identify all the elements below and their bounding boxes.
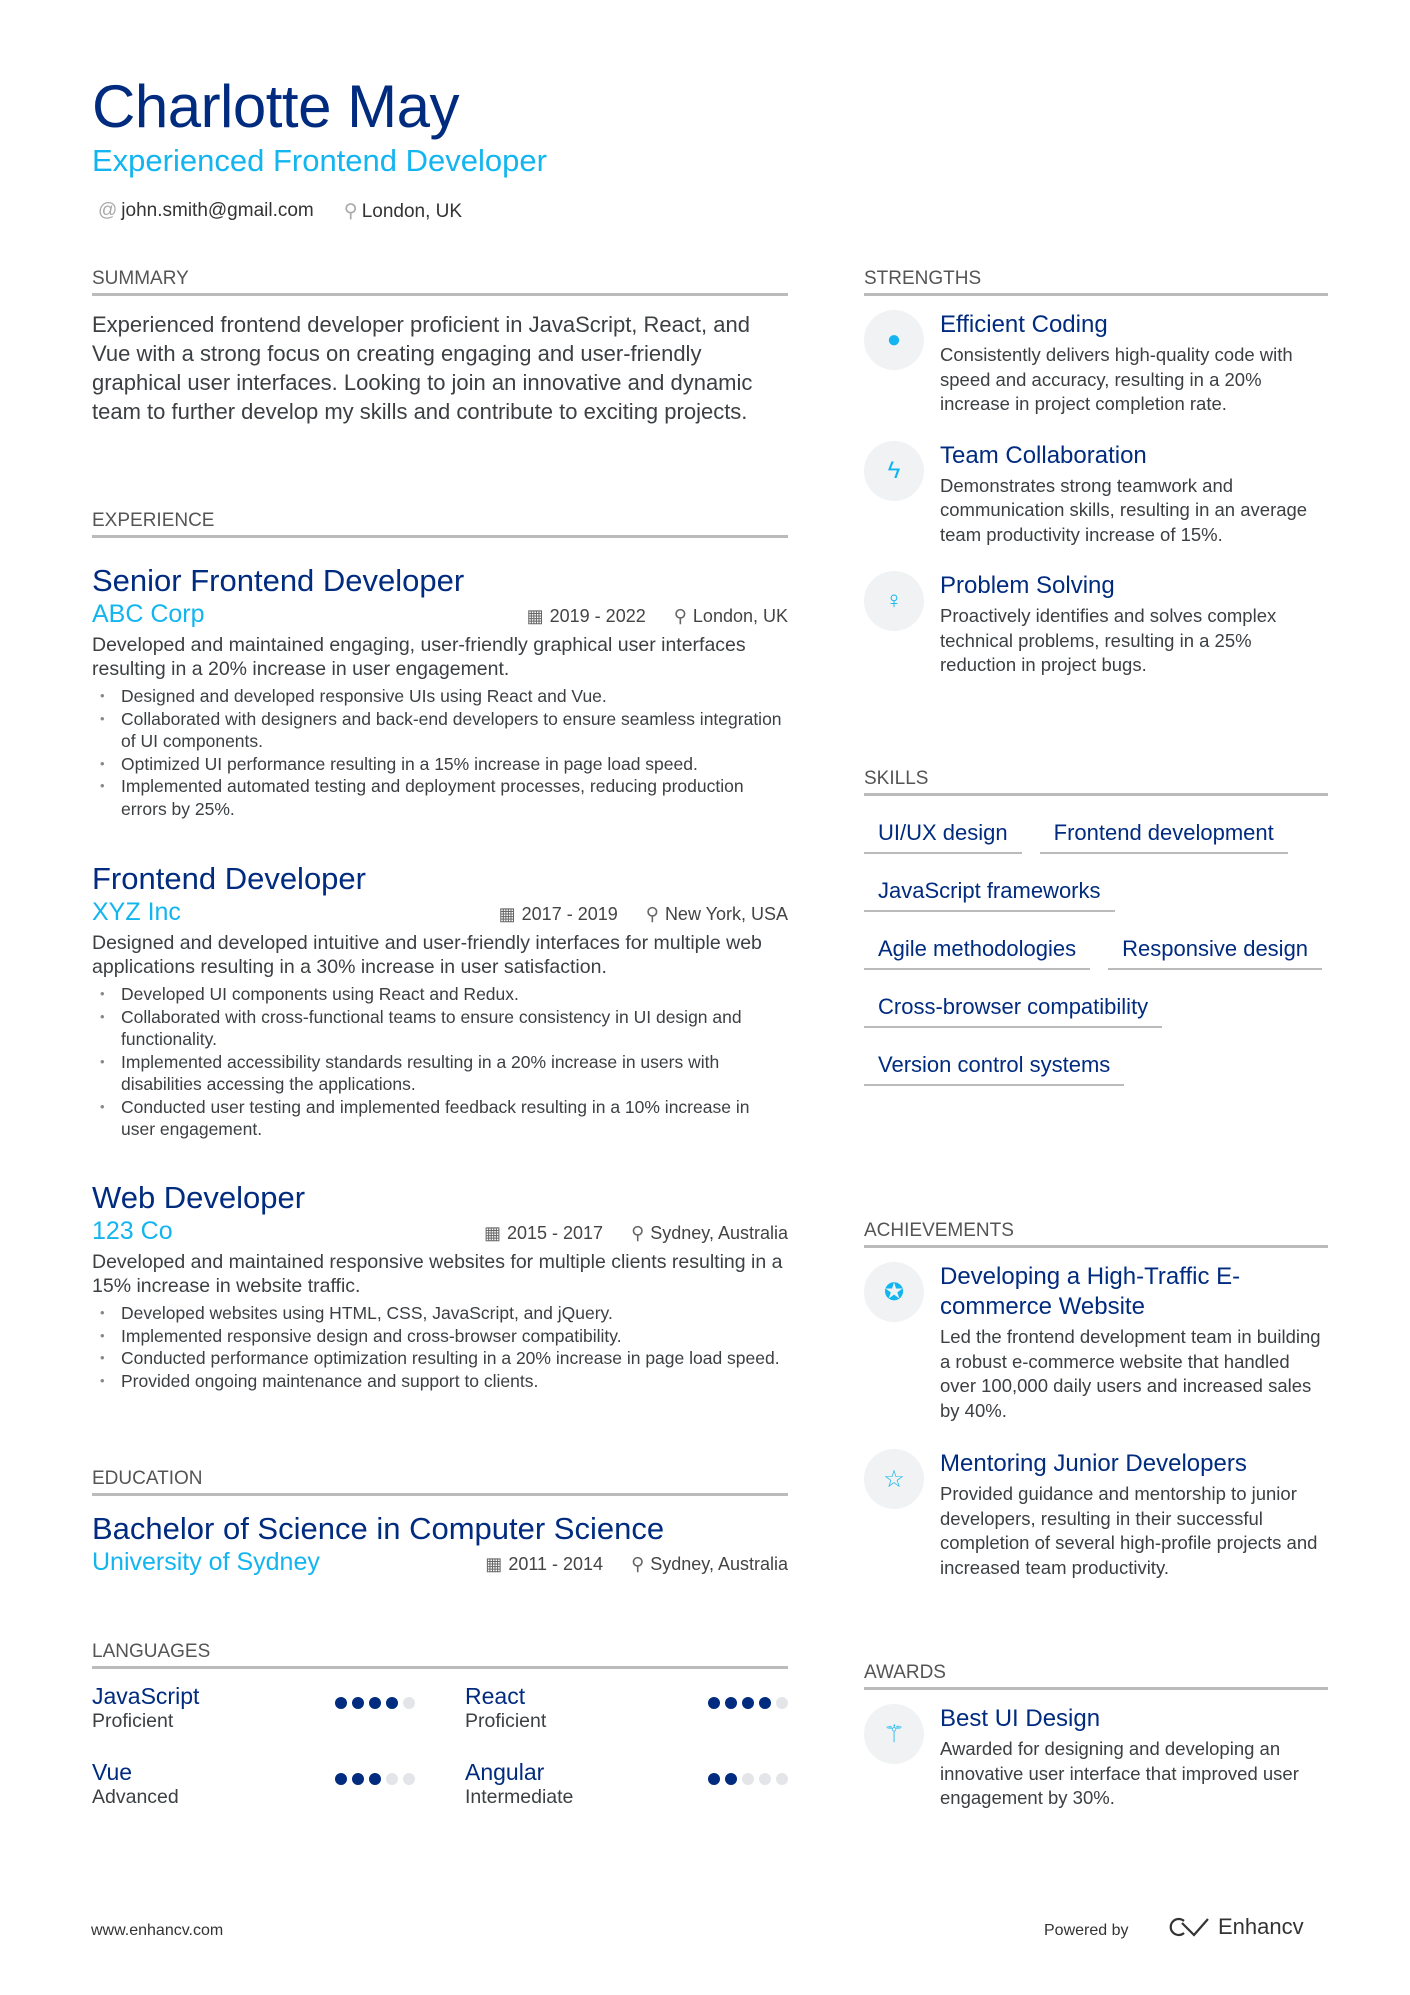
location: New York, USA bbox=[664, 904, 788, 924]
rating-dot bbox=[386, 1697, 398, 1709]
location-pin-icon: ⚲ bbox=[645, 904, 659, 924]
language-level: Proficient bbox=[465, 1710, 547, 1732]
location: London, UK bbox=[361, 201, 463, 222]
bullet-item: • Provided ongoing maintenance and support to clients. bbox=[92, 1370, 788, 1393]
section-heading: STRENGTHS bbox=[864, 268, 1328, 296]
skill-tag: UI/UX design bbox=[864, 820, 1022, 854]
item-description: Demonstrates strong teamwork and communication skills, resulting in an average team productivity increase of 15%. bbox=[940, 474, 1308, 545]
item-title: Best UI Design bbox=[940, 1705, 1101, 1732]
language-item bbox=[465, 1683, 788, 1733]
bullet-item: • Implemented accessibility standards resulting in a 20% increase in users with disabilities accessing the applications. bbox=[92, 1051, 788, 1096]
dates: 2011 - 2014 bbox=[508, 1554, 604, 1574]
item-title: Team Collaboration bbox=[940, 441, 1147, 469]
section-heading: AWARDS bbox=[864, 1662, 1328, 1690]
dates: 2017 - 2019 bbox=[521, 904, 618, 924]
email[interactable]: john.smith@gmail.com bbox=[121, 200, 314, 221]
dates: 2015 - 2017 bbox=[506, 1223, 604, 1243]
location-pin-icon: ⚲ bbox=[343, 201, 358, 222]
language-level: Intermediate bbox=[465, 1786, 574, 1808]
rating-dot bbox=[725, 1697, 737, 1709]
lightning-icon: ϟ bbox=[864, 441, 924, 501]
rating-dot bbox=[386, 1773, 398, 1785]
job-title: Frontend Developer bbox=[92, 861, 366, 896]
rating-dot bbox=[759, 1773, 771, 1785]
location: Sydney, Australia bbox=[650, 1554, 788, 1574]
awards-item bbox=[864, 1704, 1328, 1811]
job-description: Developed and maintained engaging, user-friendly graphical user interfaces resulting in a 20% increase in user engagement. bbox=[92, 634, 746, 680]
rating-dot bbox=[403, 1697, 415, 1709]
star-icon: ☆ bbox=[864, 1449, 924, 1509]
dates: 2019 - 2022 bbox=[549, 606, 646, 626]
location-pin-icon: ⚲ bbox=[631, 1223, 645, 1243]
calendar-icon: ▦ bbox=[483, 1223, 501, 1243]
job-description: Developed and maintained responsive websites for multiple clients resulting in a 15% increase in website traffic. bbox=[92, 1251, 783, 1297]
language-rating bbox=[335, 1773, 415, 1785]
rating-dot bbox=[776, 1773, 788, 1785]
language-rating bbox=[335, 1697, 415, 1709]
summary-text: Experienced frontend developer proficient in JavaScript, React, and Vue with a strong focus on creating engaging and user-friendly graphical user interfaces. Looking to join an innovative and dynamic team to further develop my skills and contribute to exciting projects. bbox=[92, 312, 753, 424]
language-item bbox=[465, 1759, 788, 1809]
rating-dot bbox=[725, 1773, 737, 1785]
brand-name: Enhancv bbox=[1218, 1914, 1304, 1939]
strengths-item bbox=[864, 310, 1328, 417]
bullet-item: • Designed and developed responsive UIs using React and Vue. bbox=[92, 685, 788, 708]
language-item bbox=[92, 1683, 415, 1733]
bullet-item: • Implemented responsive design and cross-browser compatibility. bbox=[92, 1325, 788, 1348]
education-section bbox=[92, 1468, 788, 1577]
rating-dot bbox=[335, 1697, 347, 1709]
bullet-item: • Optimized UI performance resulting in a 15% increase in page load speed. bbox=[92, 753, 788, 776]
magic-wand-icon: ⚚ bbox=[864, 1704, 924, 1764]
section-heading: SUMMARY bbox=[92, 268, 788, 296]
summary-section bbox=[92, 268, 788, 426]
rating-dot bbox=[369, 1697, 381, 1709]
calendar-icon: ▦ bbox=[485, 1554, 503, 1574]
job-title: Web Developer bbox=[92, 1180, 306, 1215]
section-heading: LANGUAGES bbox=[92, 1641, 788, 1669]
rating-dot bbox=[335, 1773, 347, 1785]
item-title: Efficient Coding bbox=[940, 311, 1108, 338]
bullet-item: • Collaborated with designers and back-end developers to ensure seamless integration of UI components. bbox=[92, 708, 788, 753]
location-pin-icon: ⚲ bbox=[631, 1554, 645, 1574]
language-item bbox=[92, 1759, 415, 1809]
candidate-title: Experienced Frontend Developer bbox=[92, 143, 547, 178]
bullet-item: • Collaborated with cross-functional teams to ensure consistency in UI design and functionality. bbox=[92, 1006, 788, 1051]
job-entry bbox=[92, 860, 788, 1141]
skills-section bbox=[864, 768, 1328, 1086]
section-heading: EDUCATION bbox=[92, 1468, 788, 1496]
job-entry bbox=[92, 562, 788, 820]
section-heading: SKILLS bbox=[864, 768, 1328, 796]
item-title: Problem Solving bbox=[940, 572, 1115, 599]
item-description: Proactively identifies and solves complex technical problems, resulting in a 25% reduction in project bugs. bbox=[940, 605, 1277, 675]
language-rating bbox=[708, 1697, 788, 1709]
rating-dot bbox=[776, 1697, 788, 1709]
job-description: Designed and developed intuitive and user-friendly interfaces for multiple web applications resulting in a 30% increase in user satisfaction. bbox=[92, 932, 762, 978]
rating-dot bbox=[708, 1773, 720, 1785]
rating-dot bbox=[742, 1697, 754, 1709]
bullet-item: • Developed UI components using React and Redux. bbox=[92, 983, 788, 1006]
rating-dot bbox=[403, 1773, 415, 1785]
powered-by: Powered by bbox=[1044, 1922, 1129, 1939]
calendar-icon: ▦ bbox=[526, 606, 544, 626]
skill-tag: JavaScript frameworks bbox=[864, 878, 1115, 912]
item-description: Led the frontend development team in building a robust e-commerce website that handled over 100,000 daily users and increased sales by 40%. bbox=[940, 1326, 1321, 1421]
language-level: Advanced bbox=[92, 1786, 179, 1808]
brain-icon: ● bbox=[864, 310, 924, 370]
company: XYZ Inc bbox=[92, 898, 181, 926]
section-heading: ACHIEVEMENTS bbox=[864, 1220, 1328, 1248]
bullet-item: • Developed websites using HTML, CSS, JavaScript, and jQuery. bbox=[92, 1302, 788, 1325]
achievements-item bbox=[864, 1449, 1328, 1580]
calendar-icon: ▦ bbox=[498, 904, 516, 924]
company: ABC Corp bbox=[92, 600, 205, 628]
rating-dot bbox=[742, 1773, 754, 1785]
school: University of Sydney bbox=[92, 1548, 320, 1576]
item-description: Consistently delivers high-quality code with speed and accuracy, resulting in a 20% increase in project completion rate. bbox=[940, 344, 1293, 414]
location: London, UK bbox=[692, 606, 788, 626]
award-icon: ✪ bbox=[864, 1262, 924, 1322]
job-title: Senior Frontend Developer bbox=[92, 563, 465, 598]
strengths-item bbox=[864, 571, 1328, 678]
contact-info bbox=[98, 200, 462, 223]
language-name: Angular bbox=[465, 1759, 545, 1785]
rating-dot bbox=[352, 1697, 364, 1709]
item-description: Provided guidance and mentorship to junior developers, resulting in their successful completion of several high-profile projects and increased team productivity. bbox=[940, 1483, 1318, 1578]
location: Sydney, Australia bbox=[650, 1223, 788, 1243]
section-heading: EXPERIENCE bbox=[92, 510, 788, 538]
skill-tag: Frontend development bbox=[1040, 820, 1288, 854]
achievements-item bbox=[864, 1262, 1328, 1423]
strengths-item bbox=[864, 441, 1328, 548]
rating-dot bbox=[759, 1697, 771, 1709]
language-name: Vue bbox=[92, 1759, 133, 1785]
at-icon: @ bbox=[98, 200, 118, 221]
job-entry bbox=[92, 1179, 788, 1392]
skill-tag: Responsive design bbox=[1108, 936, 1322, 970]
experience-section bbox=[92, 510, 788, 552]
enhancv-logo[interactable] bbox=[1164, 1914, 1304, 1940]
skill-tag: Cross-browser compatibility bbox=[864, 994, 1162, 1028]
skill-tag: Version control systems bbox=[864, 1052, 1124, 1086]
item-description: Awarded for designing and developing an innovative user interface that improved user engagement by 30%. bbox=[940, 1738, 1299, 1808]
bullet-item: • Conducted user testing and implemented feedback resulting in a 10% increase in user engagement. bbox=[92, 1096, 788, 1141]
lightbulb-icon: ♀ bbox=[864, 571, 924, 631]
awards-section bbox=[864, 1662, 1328, 1811]
language-rating bbox=[708, 1773, 788, 1785]
skill-tag: Agile methodologies bbox=[864, 936, 1090, 970]
rating-dot bbox=[369, 1773, 381, 1785]
bullet-item: • Conducted performance optimization resulting in a 20% increase in page load speed. bbox=[92, 1347, 788, 1370]
rating-dot bbox=[708, 1697, 720, 1709]
language-level: Proficient bbox=[92, 1710, 174, 1732]
bullet-item: • Implemented automated testing and deployment processes, reducing production errors by 25%. bbox=[92, 775, 788, 820]
achievements-section bbox=[864, 1220, 1328, 1606]
enhancv-logo-icon bbox=[1164, 1915, 1210, 1939]
location-pin-icon: ⚲ bbox=[673, 606, 687, 626]
languages-section bbox=[92, 1641, 788, 1809]
candidate-name: Charlotte May bbox=[92, 73, 459, 140]
rating-dot bbox=[352, 1773, 364, 1785]
language-name: React bbox=[465, 1683, 526, 1709]
strengths-section bbox=[864, 268, 1328, 702]
company: 123 Co bbox=[92, 1217, 173, 1245]
degree: Bachelor of Science in Computer Science bbox=[92, 1511, 665, 1546]
item-title: Developing a High-Traffic E-commerce Website bbox=[940, 1263, 1241, 1320]
footer-url[interactable]: www.enhancv.com bbox=[91, 1922, 224, 1939]
language-name: JavaScript bbox=[92, 1683, 200, 1709]
item-title: Mentoring Junior Developers bbox=[940, 1450, 1247, 1477]
